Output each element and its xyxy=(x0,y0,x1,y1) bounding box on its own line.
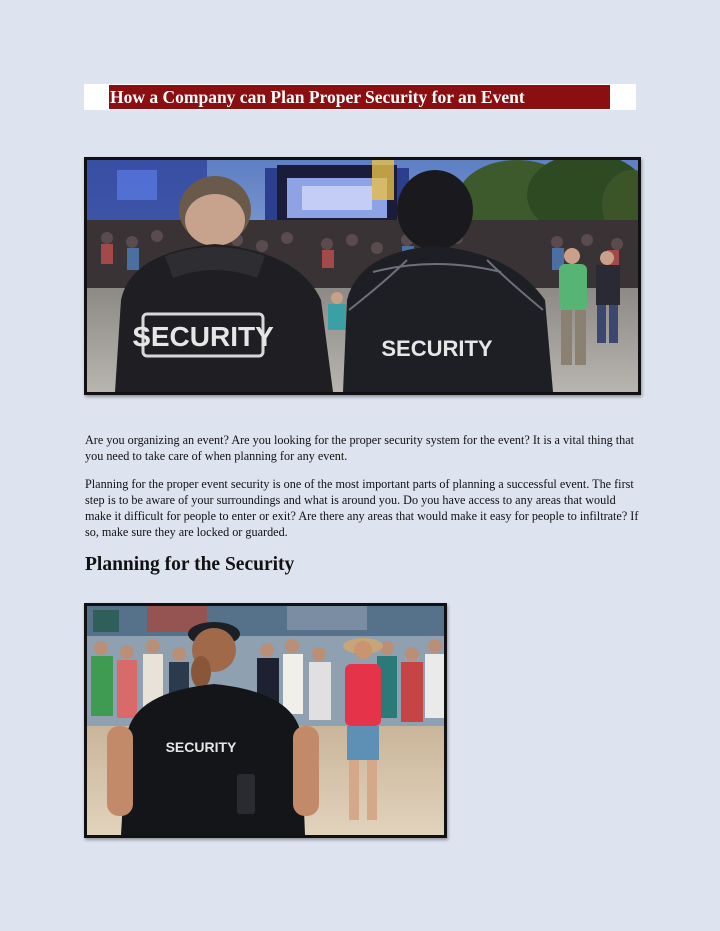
security-badge-left: SECURITY xyxy=(132,321,274,352)
security-badge: SECURITY xyxy=(165,739,237,755)
security-guard-festival-photo xyxy=(84,603,447,838)
section-heading: Planning for the Security xyxy=(85,554,295,575)
intro-paragraph: Are you organizing an event? Are you looking for the proper security system for the event? It is a vital thing that you need to take care of when planning for any event. xyxy=(85,433,635,463)
body-paragraph: Planning for the proper event security is one of the most important parts of planning a successful event. The first step is to be aware of your surroundings and what is around you. Do you have access to any areas that would make it difficult for people to enter or exit? Are there any areas that would make it easy for people to infiltrate? If so, make sure they are locked or guarded. xyxy=(85,477,639,539)
security-badge-right: SECURITY xyxy=(381,336,493,361)
page-title: How a Company can Plan Proper Security for an Event xyxy=(109,85,610,109)
security-guards-concert-photo xyxy=(84,157,641,395)
